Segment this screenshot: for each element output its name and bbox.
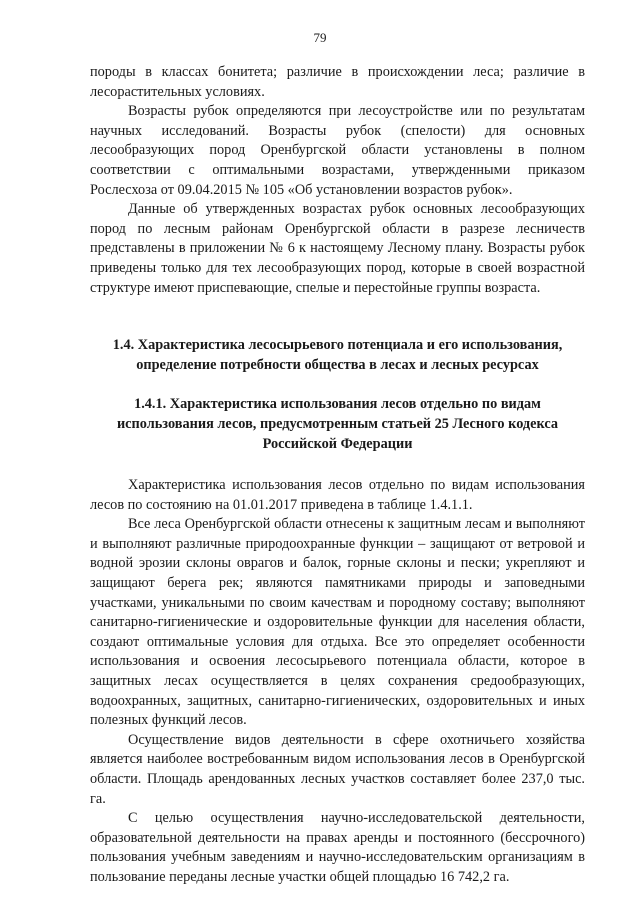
paragraph-research: С целью осуществления научно-исследовательской деятельности, образовательной деятельности на правах аренды и постоянного (бессрочного) пользования учебным заведениям и научно-исследовательским организациям в пользование переданы лесные участки общей площадью 16 742,2 га. bbox=[90, 810, 585, 885]
paragraph-approved-ages: Данные об утвержденных возрастах рубок основных лесообразующих пород по лесным районам Оренбургской области в разрезе лесничеств представлены в приложении № 6 к настоящему Лесному плану. Возрасты рубок приведены только для тех лесообразующих пород, которые в своей возрастной структуре имеют приспевающие, спелые и перестойные группы возраста. bbox=[90, 201, 585, 296]
paragraph-table-reference: Характеристика использования лесов отдельно по видам использования лесов по состоянию на 01.01.2017 приведена в таблице 1.4.1.1. bbox=[90, 477, 585, 513]
paragraph-hunting: Осуществление видов деятельности в сфере охотничьего хозяйства является наиболее востребованным видом использования лесов в Оренбургской области. Площадь арендованных лесных участков составляет более 237,0 тыс. га. bbox=[90, 731, 585, 807]
paragraph-continuation: породы в классах бонитета; различие в происхождении леса; различие в лесорастительных условиях. bbox=[90, 64, 585, 100]
document-body bbox=[90, 63, 585, 888]
paragraph-protective-forests: Все леса Оренбургской области отнесены к защитным лесам и выполняют и выполняют различные природоохранные функции – защищают от ветровой и водной эрозии склоны оврагов и балок, горные склоны и пески; укрепляют и защищают берега рек; являются памятниками природы и заповедными участками, уникальными по своим качествам и породному составу; выполняют санитарно-гигиенические и оздоровительные функции для населения области, создают оптимальные условия для отдыха. Все это определяет особенности использования и освоения лесосырьевого потенциала области, которое в защитных лесах осуществляется в целях сохранения средообразующих, водоохранных, защитных, санитарно-гигиенических, оздоровительных и иных полезных функций лесов. bbox=[90, 516, 585, 729]
section-heading-1-4-1: 1.4.1. Характеристика использования лесов отдельно по видам использования лесов, предусмотренным статьей 25 Лесного кодекса Российской Федерации bbox=[116, 396, 559, 452]
page-number: 79 bbox=[313, 30, 327, 45]
paragraph-cutting-ages: Возрасты рубок определяются при лесоустройстве или по результатам научных исследований. Возрасты рубок (спелости) для основных лесообразующих пород Оренбургской области установлены в полном соответствии с оптимальными возрастами, утвержденными приказом Рослесхоза от 09.04.2015 № 105 «Об установлении возрастов рубок». bbox=[90, 103, 585, 198]
section-heading-1-4: 1.4. Характеристика лесосырьевого потенциала и его использования, определение потребности общества в лесах и лесных ресурсах bbox=[112, 337, 563, 373]
